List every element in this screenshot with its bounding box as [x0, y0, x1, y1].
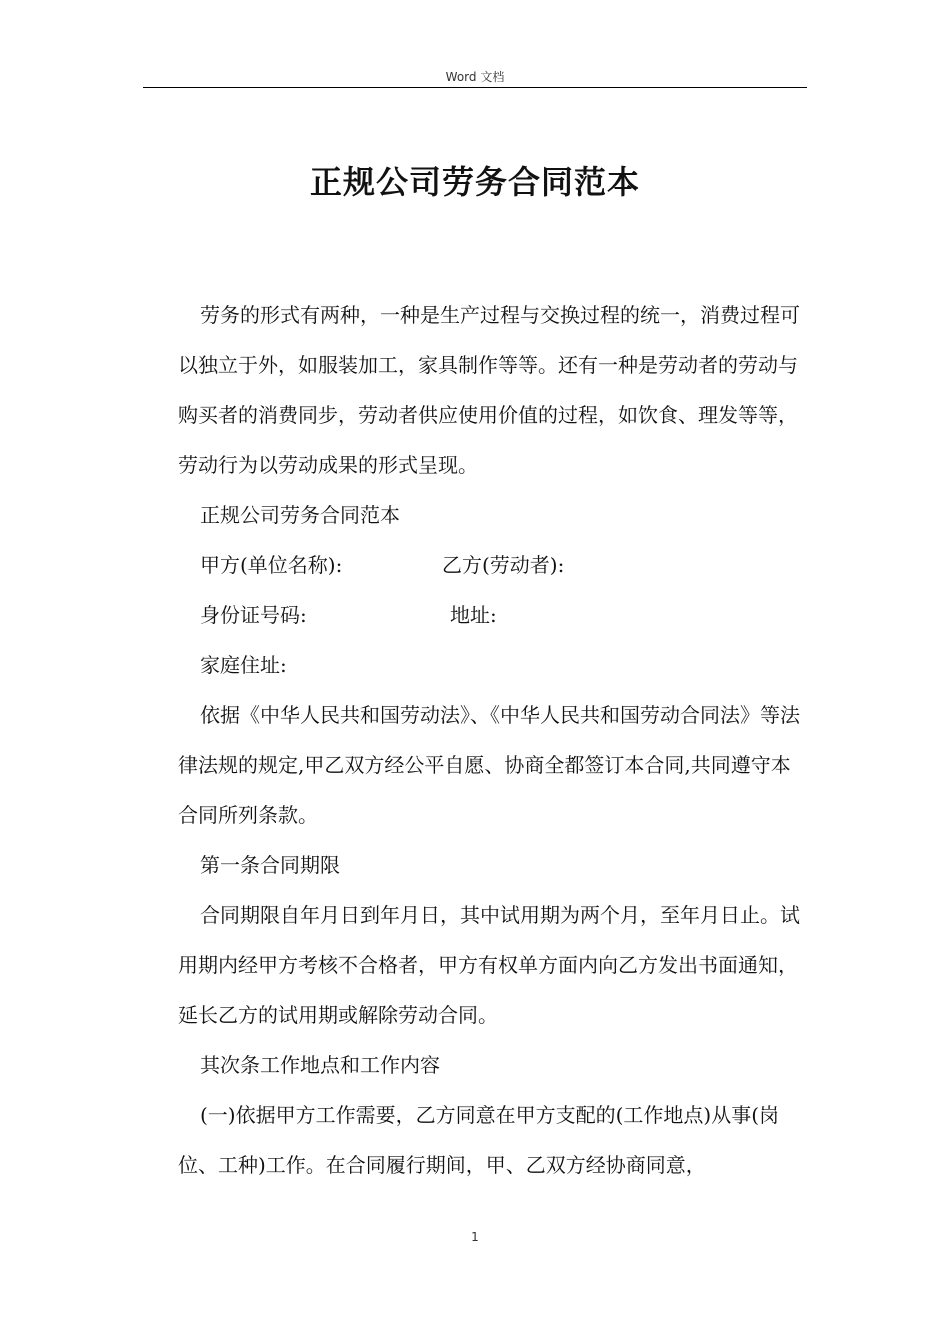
id-row	[178, 590, 806, 640]
home-address-label: 家庭住址:	[200, 653, 287, 677]
paragraph-intro: 劳务的形式有两种，一种是生产过程与交换过程的统一，消费过程可以独立于外，如服装加工，家具制作等等。还有一种是劳动者的劳动与购买者的消费同步，劳动者供应使用价值的过程，如饮食、理发等等，劳动行为以劳动成果的形式呈现。	[178, 303, 800, 477]
header-divider	[143, 87, 807, 88]
document-title: 正规公司劳务合同范本	[309, 163, 640, 201]
article-2-body: (一)依据甲方工作需要，乙方同意在甲方支配的(工作地点)从事(岗位、工种)工作。在合同履行期间，甲、乙双方经协商同意，	[178, 1103, 780, 1177]
party-a-label: 甲方(单位名称):	[200, 553, 343, 577]
id-number-label: 身份证号码:	[200, 603, 307, 627]
article-2-title: 其次条工作地点和工作内容	[200, 1053, 440, 1077]
party-b-label: 乙方(劳动者):	[442, 553, 565, 577]
document-body	[178, 290, 806, 1190]
address-label: 地址:	[450, 603, 497, 627]
party-row	[178, 540, 806, 590]
paragraph-subtitle: 正规公司劳务合同范本	[200, 503, 400, 527]
paragraph-legal-basis: 依据《中华人民共和国劳动法》、《中华人民共和国劳动合同法》等法律法规的规定,甲乙双方经公平自愿、协商全都签订本合同,共同遵守本合同所列条款。	[178, 703, 800, 827]
article-1-title: 第一条合同期限	[200, 853, 340, 877]
article-1-body: 合同期限自年月日到年月日，其中试用期为两个月，至年月日止。试用期内经甲方考核不合格者，甲方有权单方面内向乙方发出书面通知，延长乙方的试用期或解除劳动合同。	[178, 903, 800, 1027]
page-header-label: Word 文档	[445, 70, 505, 84]
page-number: 1	[471, 1230, 479, 1244]
